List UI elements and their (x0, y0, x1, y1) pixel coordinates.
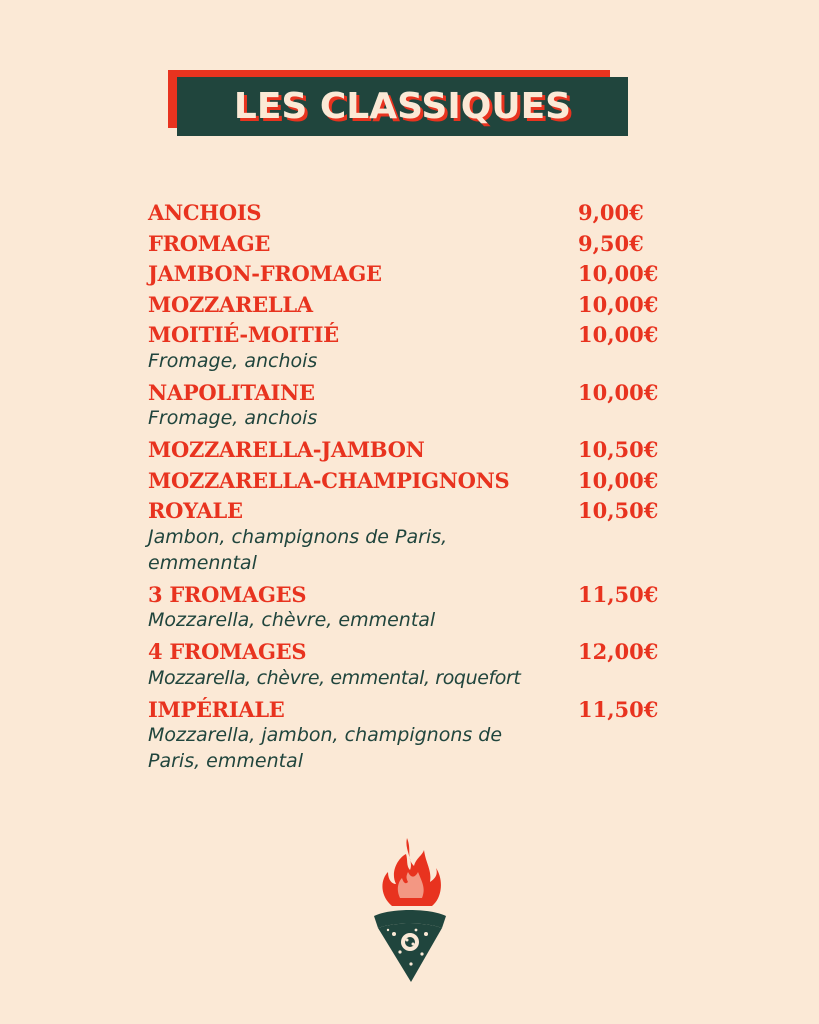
item-price: 11,50€ (578, 581, 659, 607)
item-price: 10,00€ (578, 261, 659, 286)
item-price: 10,00€ (578, 291, 659, 317)
item-name: MOZZARELLA-JAMBON (148, 437, 425, 462)
item-description: Mozzarella, chèvre, emmental, roquefort (148, 666, 521, 689)
menu-item (148, 290, 660, 321)
item-name: FROMAGE (148, 230, 271, 256)
menu-item (148, 198, 660, 229)
menu-item (148, 496, 660, 576)
item-name: ANCHOIS (148, 200, 262, 225)
item-name: JAMBON-FROMAGE (148, 261, 382, 286)
menu-item (148, 378, 660, 432)
flaming-pizza-slice-svg (370, 836, 450, 986)
section-title: LES CLASSIQUES (233, 86, 572, 127)
item-name: ROYALE (148, 498, 243, 523)
item-name: NAPOLITAINE (148, 379, 315, 405)
item-price: 9,50€ (578, 230, 644, 256)
menu-item (148, 259, 660, 290)
menu-item (148, 320, 660, 374)
flaming-pizza-slice-icon (370, 836, 450, 986)
item-name: MOZZARELLA-CHAMPIGNONS (148, 467, 510, 493)
item-name: MOITIÉ-MOITIÉ (148, 322, 339, 347)
menu-item (148, 466, 660, 497)
item-name: MOZZARELLA (148, 291, 313, 317)
menu-item (148, 435, 660, 466)
item-price: 12,00€ (578, 639, 659, 664)
menu-item (148, 637, 660, 691)
menu-item (148, 695, 660, 775)
pizza-body (378, 924, 442, 983)
menu-item (148, 229, 660, 260)
item-description: Jambon, champignons de Paris, emmenntal (148, 525, 448, 574)
item-description: Mozzarella, chèvre, emmental (148, 609, 436, 631)
item-price: 11,50€ (578, 696, 659, 722)
item-price: 10,00€ (578, 322, 659, 347)
item-name: 3 FROMAGES (148, 581, 307, 607)
item-description: Mozzarella, jambon, champignons de Paris, emmental (148, 724, 503, 772)
item-price: 10,50€ (578, 498, 659, 523)
item-price: 10,50€ (578, 437, 659, 462)
section-banner (168, 70, 628, 136)
item-description: Fromage, anchois (148, 407, 318, 429)
item-description: Fromage, anchois (148, 349, 318, 372)
item-name: 4 FROMAGES (148, 639, 307, 664)
item-name: IMPÉRIALE (148, 696, 285, 722)
menu-item (148, 580, 660, 634)
menu-list (148, 198, 660, 778)
item-price: 9,00€ (578, 200, 644, 225)
item-price: 10,00€ (578, 467, 659, 493)
item-price: 10,00€ (578, 379, 659, 405)
